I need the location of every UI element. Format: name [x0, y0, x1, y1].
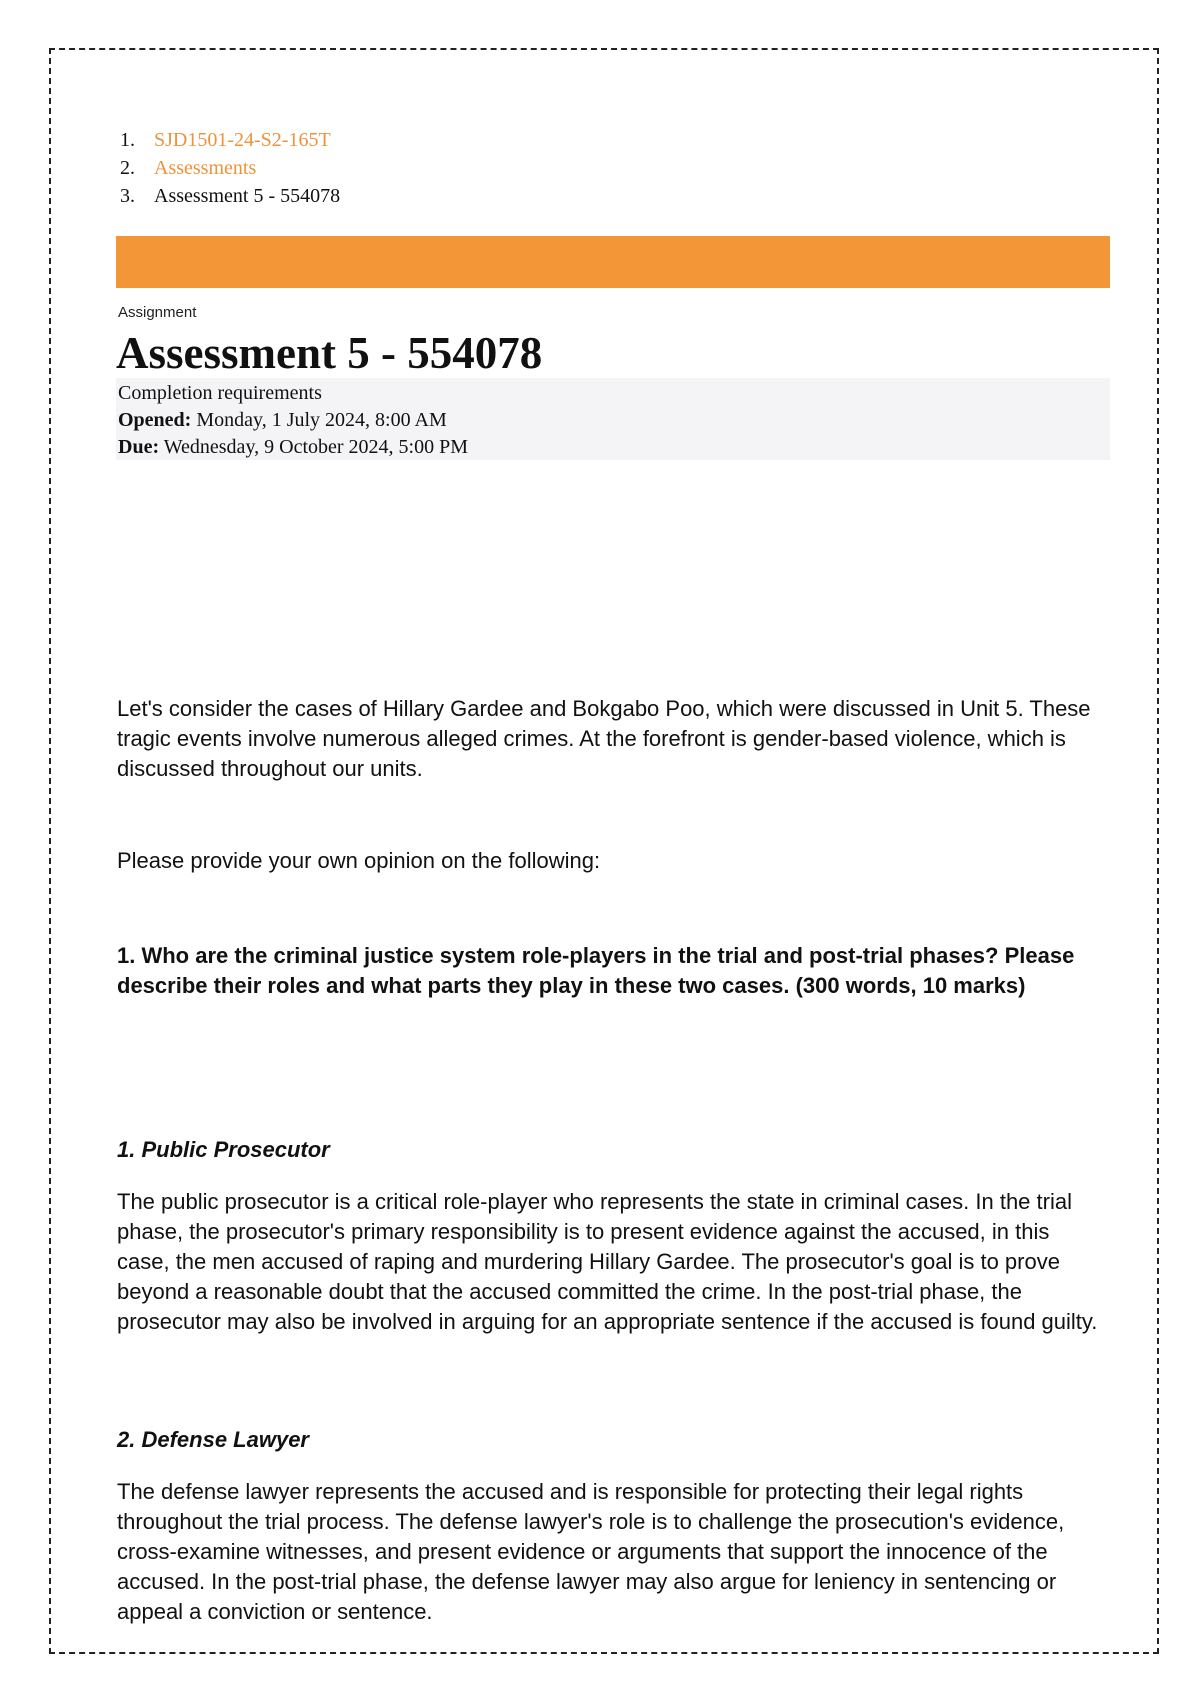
due-value: Wednesday, 9 October 2024, 5:00 PM: [159, 436, 469, 458]
section-text: The defense lawyer represents the accused and is responsible for protecting their legal rights throughout the trial process. The defense lawyer's role is to challenge the prosecution's evidence, cross-examine witnesses, and present evidence or arguments that support the innocence of the accused. In the post-trial phase, the defense lawyer may also argue for leniency in sentencing or appeal a conviction or sentence.: [117, 1479, 1065, 1624]
prompt-text: Please provide your own opinion on the following:: [117, 848, 601, 873]
breadcrumb-number: 1.: [120, 129, 135, 151]
activity-dates: [116, 378, 1110, 460]
intro-paragraph: Let's consider the cases of Hillary Gardee and Bokgabo Poo, which were discussed in Unit 5. These tragic events involve numerous alleged crimes. At the forefront is gender-based violence, which is discussed throughout our units.: [117, 696, 1091, 781]
due-date: [118, 434, 1108, 461]
due-label: Due:: [118, 436, 160, 458]
breadcrumb-item[interactable]: [120, 126, 340, 154]
breadcrumb-number: 3.: [120, 185, 135, 207]
breadcrumb-item[interactable]: [120, 154, 340, 182]
breadcrumb: [120, 126, 340, 210]
opened-label: Opened:: [118, 409, 192, 431]
breadcrumb-number: 2.: [120, 157, 135, 179]
section-heading: 2. Defense Lawyer: [117, 1427, 309, 1452]
page-title: Assessment 5 - 554078: [116, 328, 543, 378]
activity-type-label: Assignment: [118, 304, 197, 321]
breadcrumb-link-assessments[interactable]: Assessments: [154, 157, 257, 179]
header-banner: [116, 236, 1110, 288]
section-text: The public prosecutor is a critical role-player who represents the state in criminal cases. In the trial phase, the prosecutor's primary responsibility is to present evidence against the accused, in this case, the men accused of raping and murdering Hillary Gardee. The prosecutor's goal is to prove beyond a reasonable doubt that the accused committed the crime. In the post-trial phase, the prosecutor may also be involved in arguing for an appropriate sentence if the accused is found guilty.: [117, 1189, 1098, 1334]
breadcrumb-current: Assessment 5 - 554078: [154, 185, 341, 207]
breadcrumb-link-course[interactable]: SJD1501-24-S2-165T: [154, 129, 331, 151]
completion-requirements[interactable]: Completion requirements: [118, 382, 322, 404]
breadcrumb-item: [120, 182, 340, 210]
question-text: 1. Who are the criminal justice system role-players in the trial and post-trial phases? Please describe their roles and what parts they play in these two cases. (300 words, 10 marks): [117, 943, 1075, 998]
section-heading: 1. Public Prosecutor: [117, 1137, 330, 1162]
opened-value: Monday, 1 July 2024, 8:00 AM: [191, 409, 447, 431]
opened-date: [118, 407, 1108, 434]
